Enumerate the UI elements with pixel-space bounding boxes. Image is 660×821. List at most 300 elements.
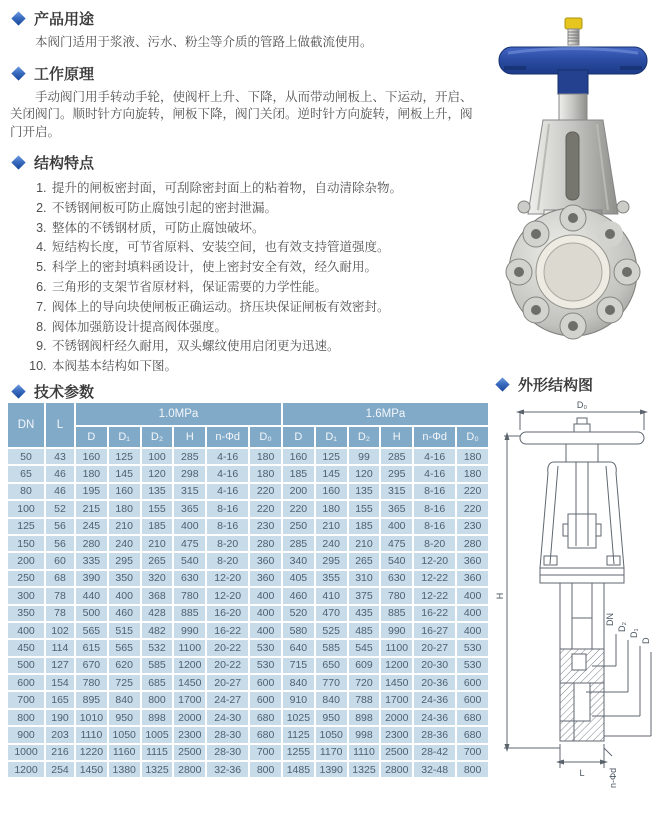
table-row xyxy=(8,536,488,551)
table-cell: 670 xyxy=(76,658,107,673)
table-row xyxy=(8,466,488,481)
table-cell: 203 xyxy=(46,727,74,742)
table-cell: 780 xyxy=(381,588,412,603)
table-cell: 1255 xyxy=(283,745,314,760)
table-cell: 1005 xyxy=(142,727,173,742)
table-row xyxy=(8,449,488,464)
table-cell: 160 xyxy=(76,449,107,464)
table-cell: 185 xyxy=(283,466,314,481)
table-cell: 28-30 xyxy=(207,727,248,742)
table-cell: 32-36 xyxy=(207,762,248,777)
feature-item: 1. 提升的闸板密封面，可刮除密封面上的粘着物，自动清除杂物。 xyxy=(50,179,484,199)
table-cell: 99 xyxy=(349,449,380,464)
table-cell: 530 xyxy=(250,658,281,673)
label-d2: D₂ xyxy=(617,622,627,632)
table-cell: 428 xyxy=(142,606,173,621)
features-list xyxy=(10,179,484,377)
table-cell: 78 xyxy=(46,606,74,621)
table-cell: 8-20 xyxy=(207,536,248,551)
table-cell: 400 xyxy=(109,588,140,603)
table-cell: 1050 xyxy=(109,727,140,742)
section-title: 外形结构图 xyxy=(518,377,594,394)
table-cell: 1115 xyxy=(142,745,173,760)
table-cell: 440 xyxy=(76,588,107,603)
table-cell: 200 xyxy=(283,484,314,499)
column-header: H xyxy=(381,427,412,447)
column-header: D₀ xyxy=(250,427,281,447)
table-cell: 320 xyxy=(142,571,173,586)
table-cell: 1000 xyxy=(8,745,44,760)
table-cell: 400 xyxy=(381,519,412,534)
label-d0: D₀ xyxy=(576,400,588,410)
table-cell: 335 xyxy=(76,553,107,568)
table-cell: 8-16 xyxy=(207,501,248,516)
table-cell: 1110 xyxy=(349,745,380,760)
section-heading-outline xyxy=(494,374,593,395)
table-row xyxy=(8,675,488,690)
table-cell: 895 xyxy=(76,692,107,707)
table-cell: 1025 xyxy=(283,710,314,725)
table-cell: 1160 xyxy=(109,745,140,760)
section-title: 工作原理 xyxy=(34,65,95,83)
table-cell: 210 xyxy=(316,519,347,534)
table-cell: 180 xyxy=(76,466,107,481)
table-cell: 8-16 xyxy=(414,501,455,516)
stem-neck xyxy=(559,94,587,120)
table-cell: 1110 xyxy=(76,727,107,742)
stem-cap xyxy=(565,18,582,29)
table-row xyxy=(8,553,488,568)
label-n-phi-d: n-Φd xyxy=(608,767,618,788)
table-cell: 80 xyxy=(8,484,44,499)
table-cell: 16-20 xyxy=(207,606,248,621)
table-cell: 390 xyxy=(76,571,107,586)
text-content xyxy=(10,8,484,377)
lug-flange-body xyxy=(506,205,640,339)
table-cell: 410 xyxy=(316,588,347,603)
table-cell: 240 xyxy=(316,536,347,551)
outline-drawing xyxy=(492,396,658,818)
table-cell: 16-27 xyxy=(414,623,455,638)
table-cell: 12-20 xyxy=(414,553,455,568)
table-cell: 180 xyxy=(457,449,488,464)
table-cell: 254 xyxy=(46,762,74,777)
table-cell: 630 xyxy=(381,571,412,586)
table-cell: 485 xyxy=(349,623,380,638)
table-cell: 285 xyxy=(174,449,205,464)
table-cell: 20-30 xyxy=(414,658,455,673)
table-cell: 840 xyxy=(316,692,347,707)
table-cell: 8-16 xyxy=(414,519,455,534)
table-cell: 998 xyxy=(349,727,380,742)
table-row xyxy=(8,692,488,707)
table-cell: 1485 xyxy=(283,762,314,777)
table-cell: 20-22 xyxy=(207,640,248,655)
table-cell: 216 xyxy=(46,745,74,760)
working-principle-text: 手动阀门用手转动手轮，使阀杆上升、下降，从而带动闸板上、下运动，开启、关闭阀门。顺时针方向旋转，闸板下降，阀门关闭。逆时针方向旋转，闸板上升，阀门开启。 xyxy=(10,89,473,139)
table-cell: 24-30 xyxy=(207,710,248,725)
table-cell: 245 xyxy=(76,519,107,534)
column-header-l: L xyxy=(46,403,74,447)
column-header: n-Φd xyxy=(207,427,248,447)
table-cell: 540 xyxy=(381,553,412,568)
table-cell: 525 xyxy=(316,623,347,638)
table-cell: 600 xyxy=(250,675,281,690)
table-row xyxy=(8,762,488,777)
table-cell: 2300 xyxy=(381,727,412,742)
tech-params-table xyxy=(6,401,490,779)
table-cell: 530 xyxy=(250,640,281,655)
table-cell: 1700 xyxy=(381,692,412,707)
table-cell: 24-27 xyxy=(207,692,248,707)
table-cell: 470 xyxy=(316,606,347,621)
table-cell: 230 xyxy=(250,519,281,534)
table-cell: 135 xyxy=(142,484,173,499)
table-cell: 350 xyxy=(109,571,140,586)
diamond-bullet-icon xyxy=(11,384,25,398)
table-cell: 700 xyxy=(457,745,488,760)
table-subheader-row xyxy=(8,427,488,447)
table-cell: 12-20 xyxy=(207,588,248,603)
table-cell: 12-20 xyxy=(207,571,248,586)
table-row xyxy=(8,623,488,638)
threaded-stem xyxy=(568,29,579,45)
table-cell: 1200 xyxy=(174,658,205,673)
table-cell: 600 xyxy=(250,692,281,707)
drawing-yoke xyxy=(540,462,624,568)
table-row xyxy=(8,606,488,621)
table-row xyxy=(8,571,488,586)
table-cell: 2300 xyxy=(174,727,205,742)
table-row xyxy=(8,588,488,603)
table-cell: 185 xyxy=(349,519,380,534)
table-cell: 375 xyxy=(349,588,380,603)
table-cell: 120 xyxy=(142,466,173,481)
table-cell: 12-22 xyxy=(414,571,455,586)
table-cell: 240 xyxy=(109,536,140,551)
table-cell: 4-16 xyxy=(207,466,248,481)
table-cell: 295 xyxy=(381,466,412,481)
table-cell: 280 xyxy=(76,536,107,551)
table-cell: 315 xyxy=(381,484,412,499)
table-cell: 365 xyxy=(381,501,412,516)
table-cell: 1125 xyxy=(283,727,314,742)
table-cell: 585 xyxy=(316,640,347,655)
table-cell: 400 xyxy=(8,623,44,638)
table-cell: 155 xyxy=(349,501,380,516)
table-cell: 280 xyxy=(457,536,488,551)
table-cell: 295 xyxy=(109,553,140,568)
table-cell: 600 xyxy=(457,675,488,690)
column-header: D₁ xyxy=(109,427,140,447)
table-cell: 250 xyxy=(8,571,44,586)
table-cell: 2500 xyxy=(381,745,412,760)
table-cell: 800 xyxy=(250,762,281,777)
table-cell: 1450 xyxy=(381,675,412,690)
table-cell: 565 xyxy=(76,623,107,638)
label-l: L xyxy=(579,768,585,778)
table-cell: 280 xyxy=(250,536,281,551)
table-cell: 715 xyxy=(283,658,314,673)
feature-item: 3. 整体的不锈钢材质，可防止腐蚀破坏。 xyxy=(50,219,484,239)
table-cell: 32-48 xyxy=(414,762,455,777)
table-cell: 220 xyxy=(250,484,281,499)
table-cell: 650 xyxy=(316,658,347,673)
table-cell: 210 xyxy=(142,536,173,551)
table-cell: 680 xyxy=(250,727,281,742)
label-d: D xyxy=(641,637,651,644)
table-cell: 52 xyxy=(46,501,74,516)
table-cell: 20-36 xyxy=(414,675,455,690)
table-cell: 800 xyxy=(457,762,488,777)
table-cell: 460 xyxy=(109,606,140,621)
table-cell: 482 xyxy=(142,623,173,638)
table-cell: 620 xyxy=(109,658,140,673)
table-cell: 28-30 xyxy=(207,745,248,760)
table-cell: 600 xyxy=(8,675,44,690)
table-cell: 990 xyxy=(174,623,205,638)
table-cell: 295 xyxy=(316,553,347,568)
table-cell: 475 xyxy=(381,536,412,551)
table-cell: 1050 xyxy=(316,727,347,742)
table-cell: 475 xyxy=(174,536,205,551)
table-cell: 368 xyxy=(142,588,173,603)
table-cell: 680 xyxy=(457,710,488,725)
table-cell: 609 xyxy=(349,658,380,673)
table-cell: 180 xyxy=(250,466,281,481)
table-cell: 950 xyxy=(109,710,140,725)
table-cell: 515 xyxy=(109,623,140,638)
table-cell: 680 xyxy=(250,710,281,725)
diamond-bullet-icon xyxy=(495,377,509,391)
table-cell: 405 xyxy=(283,571,314,586)
table-row xyxy=(8,640,488,655)
feature-item: 4. 短结构长度，可节省原料、安装空间，也有效支持管道强度。 xyxy=(50,238,484,258)
table-cell: 400 xyxy=(250,588,281,603)
table-body xyxy=(8,449,488,777)
table-cell: 125 xyxy=(8,519,44,534)
table-cell: 28-36 xyxy=(414,727,455,742)
section-heading-tech-params xyxy=(10,381,94,402)
table-cell: 145 xyxy=(109,466,140,481)
section-heading-features xyxy=(10,152,484,173)
drawing-handwheel xyxy=(520,432,644,444)
table-cell: 780 xyxy=(174,588,205,603)
table-cell: 68 xyxy=(46,571,74,586)
table-cell: 210 xyxy=(349,536,380,551)
table-row xyxy=(8,519,488,534)
table-cell: 990 xyxy=(381,623,412,638)
table-cell: 154 xyxy=(46,675,74,690)
column-header: D₂ xyxy=(142,427,173,447)
table-header-row xyxy=(8,403,488,425)
table-cell: 210 xyxy=(109,519,140,534)
table-cell: 1100 xyxy=(381,640,412,655)
table-cell: 20-22 xyxy=(207,658,248,673)
diamond-bullet-icon xyxy=(11,11,25,25)
feature-item: 2. 不锈钢闸板可防止腐蚀引起的密封泄漏。 xyxy=(50,199,484,219)
table-cell: 520 xyxy=(283,606,314,621)
table-cell: 265 xyxy=(142,553,173,568)
diamond-bullet-icon xyxy=(11,155,25,169)
table-cell: 20-27 xyxy=(414,640,455,655)
table-cell: 230 xyxy=(457,519,488,534)
feature-item: 6. 三角形的支架节省原材料，保证需要的力学性能。 xyxy=(50,278,484,298)
table-cell: 4-16 xyxy=(414,466,455,481)
table-cell: 360 xyxy=(250,571,281,586)
table-cell: 285 xyxy=(381,449,412,464)
table-cell: 615 xyxy=(76,640,107,655)
table-cell: 195 xyxy=(76,484,107,499)
table-cell: 298 xyxy=(174,466,205,481)
label-d1: D₁ xyxy=(629,628,639,638)
table-cell: 135 xyxy=(349,484,380,499)
feature-item: 9. 不锈钢阀杆经久耐用，双头螺纹使用启闭更为迅速。 xyxy=(50,337,484,357)
table-cell: 125 xyxy=(109,449,140,464)
table-cell: 1100 xyxy=(174,640,205,655)
table-cell: 1325 xyxy=(349,762,380,777)
table-cell: 200 xyxy=(8,553,44,568)
clamp-bolt xyxy=(617,201,629,213)
table-cell: 56 xyxy=(46,536,74,551)
table-row xyxy=(8,658,488,673)
table-cell: 12-22 xyxy=(414,588,455,603)
table-cell: 840 xyxy=(109,692,140,707)
table-cell: 680 xyxy=(457,727,488,742)
table-cell: 65 xyxy=(8,466,44,481)
table-cell: 165 xyxy=(46,692,74,707)
table-cell: 340 xyxy=(283,553,314,568)
section-title: 技术参数 xyxy=(34,384,95,401)
product-use-text: 本阀门适用于浆液、污水、粉尘等介质的管路上做截流使用。 xyxy=(35,35,373,49)
column-header: D xyxy=(76,427,107,447)
table-cell: 350 xyxy=(8,606,44,621)
table-cell: 56 xyxy=(46,519,74,534)
table-cell: 1170 xyxy=(316,745,347,760)
table-cell: 24-36 xyxy=(414,710,455,725)
label-h: H xyxy=(495,592,505,600)
table-cell: 640 xyxy=(283,640,314,655)
clamp-bolt xyxy=(518,201,530,213)
table-cell: 220 xyxy=(250,501,281,516)
table-cell: 16-22 xyxy=(414,606,455,621)
table-cell: 565 xyxy=(109,640,140,655)
table-cell: 435 xyxy=(349,606,380,621)
table-cell: 114 xyxy=(46,640,74,655)
feature-item: 5. 科学上的密封填料函设计，使上密封安全有效，经久耐用。 xyxy=(50,258,484,278)
column-header: D₀ xyxy=(457,427,488,447)
column-header: H xyxy=(174,427,205,447)
table-cell: 310 xyxy=(349,571,380,586)
yoke-slot xyxy=(566,132,579,200)
table-cell: 150 xyxy=(8,536,44,551)
valve-photo xyxy=(486,6,660,370)
table-cell: 400 xyxy=(457,588,488,603)
table-cell: 220 xyxy=(457,501,488,516)
table-cell: 900 xyxy=(8,727,44,742)
table-cell: 46 xyxy=(46,484,74,499)
table-cell: 155 xyxy=(142,501,173,516)
table-cell: 780 xyxy=(76,675,107,690)
table-cell: 16-22 xyxy=(207,623,248,638)
table-cell: 360 xyxy=(457,571,488,586)
table-row xyxy=(8,710,488,725)
table-cell: 725 xyxy=(109,675,140,690)
table-cell: 500 xyxy=(76,606,107,621)
table-cell: 1390 xyxy=(316,762,347,777)
table-cell: 400 xyxy=(457,606,488,621)
table-cell: 1700 xyxy=(174,692,205,707)
table-cell: 180 xyxy=(109,501,140,516)
table-cell: 127 xyxy=(46,658,74,673)
table-cell: 585 xyxy=(142,658,173,673)
table-cell: 1325 xyxy=(142,762,173,777)
table-cell: 1200 xyxy=(8,762,44,777)
table-cell: 360 xyxy=(250,553,281,568)
table-cell: 800 xyxy=(8,710,44,725)
table-cell: 145 xyxy=(316,466,347,481)
table-cell: 885 xyxy=(381,606,412,621)
table-cell: 185 xyxy=(142,519,173,534)
table-cell: 180 xyxy=(457,466,488,481)
table-cell: 78 xyxy=(46,588,74,603)
table-cell: 20-27 xyxy=(207,675,248,690)
table-row xyxy=(8,745,488,760)
column-header: D xyxy=(283,427,314,447)
column-group-1.6mpa: 1.6MPa xyxy=(283,403,488,425)
table-cell: 800 xyxy=(142,692,173,707)
column-group-1.0mpa: 1.0MPa xyxy=(76,403,281,425)
table-cell: 540 xyxy=(174,553,205,568)
table-cell: 400 xyxy=(457,623,488,638)
table-cell: 685 xyxy=(142,675,173,690)
table-cell: 885 xyxy=(174,606,205,621)
table-cell: 2000 xyxy=(174,710,205,725)
label-dn: DN xyxy=(605,613,615,626)
column-header: n-Φd xyxy=(414,427,455,447)
table-cell: 2500 xyxy=(174,745,205,760)
section-heading-working-principle xyxy=(10,63,484,84)
table-cell: 2800 xyxy=(381,762,412,777)
table-cell: 365 xyxy=(174,501,205,516)
table-cell: 100 xyxy=(142,449,173,464)
table-cell: 315 xyxy=(174,484,205,499)
table-cell: 50 xyxy=(8,449,44,464)
table-cell: 4-16 xyxy=(207,449,248,464)
table-cell: 355 xyxy=(316,571,347,586)
table-cell: 700 xyxy=(250,745,281,760)
table-cell: 190 xyxy=(46,710,74,725)
table-cell: 125 xyxy=(316,449,347,464)
table-cell: 220 xyxy=(283,501,314,516)
table-cell: 300 xyxy=(8,588,44,603)
feature-item: 7. 阀体上的导向块使闸板正确运动。挤压块保证闸板有效密封。 xyxy=(50,298,484,318)
table-cell: 2000 xyxy=(381,710,412,725)
section-title: 结构特点 xyxy=(34,155,95,172)
table-cell: 8-20 xyxy=(414,536,455,551)
table-cell: 265 xyxy=(349,553,380,568)
table-cell: 360 xyxy=(457,553,488,568)
column-header: D₂ xyxy=(349,427,380,447)
table-cell: 450 xyxy=(8,640,44,655)
table-cell: 1450 xyxy=(174,675,205,690)
table-cell: 28-42 xyxy=(414,745,455,760)
table-cell: 898 xyxy=(142,710,173,725)
table-cell: 250 xyxy=(283,519,314,534)
column-header: D₁ xyxy=(316,427,347,447)
table-cell: 100 xyxy=(8,501,44,516)
table-cell: 530 xyxy=(457,658,488,673)
